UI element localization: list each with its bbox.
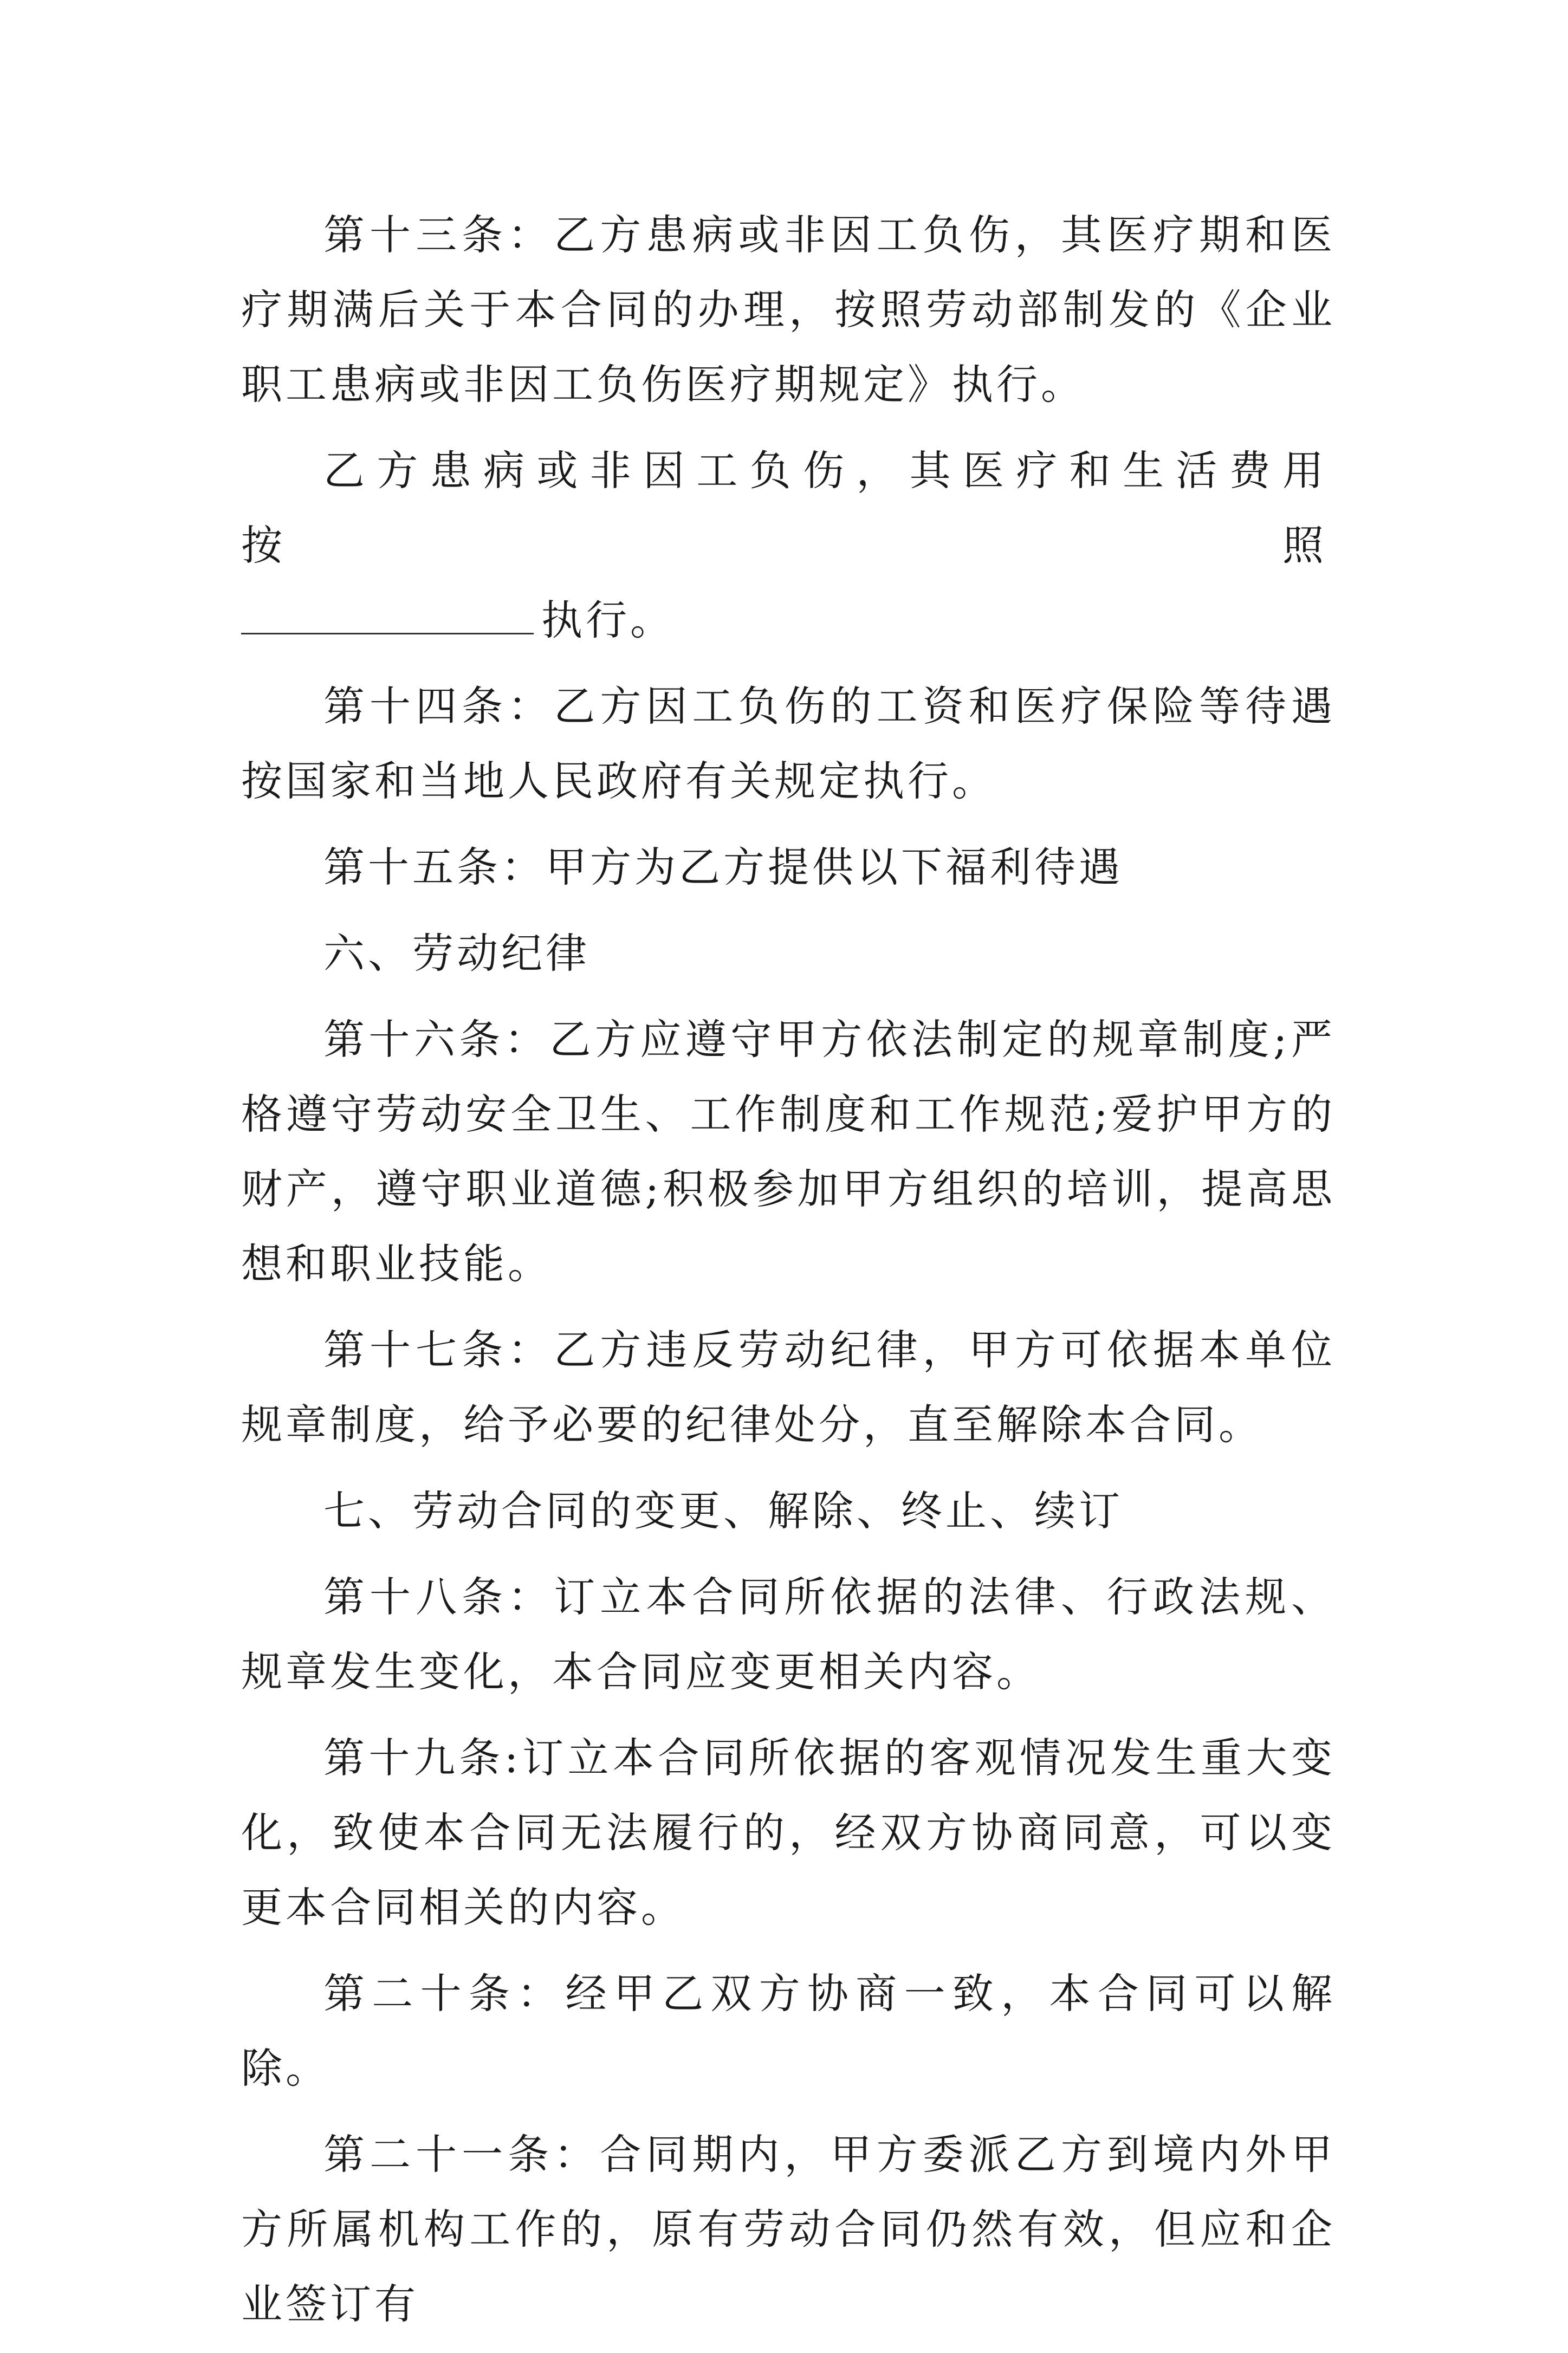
article-13-expenses-paragraph: 乙方患病或非因工负伤，其医疗和生活费用按照 [241,446,1336,569]
article-18-paragraph: 第十八条：订立本合同所依据的法律、行政法规、规章发生变化，本合同应变更相关内容。 [241,1573,1336,1696]
document-body [241,198,1336,2353]
article-21-paragraph: 第二十一条：合同期内，甲方委派乙方到境内外甲方所属机构工作的，原有劳动合同仍然有效，但应和企业签订有 [241,2130,1336,2328]
article-16-paragraph: 第十六条：乙方应遵守甲方依法制定的规章制度;严格遵守劳动安全卫生、工作制度和工作规范;爱护甲方的财产，遵守职业道德;积极参加甲方组织的培训，提高思想和职业技能。 [241,1015,1336,1288]
fill-in-blank-line [241,632,534,634]
article-17-paragraph: 第十七条：乙方违反劳动纪律，甲方可依据本单位规章制度，给予必要的纪律处分，直至解除本合同。 [241,1326,1336,1449]
article-20-paragraph: 第二十条：经甲乙双方协商一致，本合同可以解除。 [241,1969,1336,2092]
article-19-paragraph: 第十九条:订立本合同所依据的客观情况发生重大变化，致使本合同无法履行的，经双方协商同意，可以变更本合同相关的内容。 [241,1734,1336,1931]
section-6-heading: 六、劳动纪律 [323,929,590,977]
article-13-paragraph: 第十三条：乙方患病或非因工负伤，其医疗期和医疗期满后关于本合同的办理，按照劳动部制发的《企业职工患病或非因工负伤医疗期规定》执行。 [241,211,1336,409]
article-13-expenses-tail-text: 执行。 [541,596,675,644]
section-7-heading: 七、劳动合同的变更、解除、终止、续订 [323,1487,1123,1535]
article-14-paragraph: 第十四条：乙方因工负伤的工资和医疗保险等待遇按国家和当地人民政府有关规定执行。 [241,682,1336,805]
article-13-expenses-tail [241,583,1336,658]
article-15-paragraph: 第十五条：甲方为乙方提供以下福利待遇 [323,843,1123,891]
